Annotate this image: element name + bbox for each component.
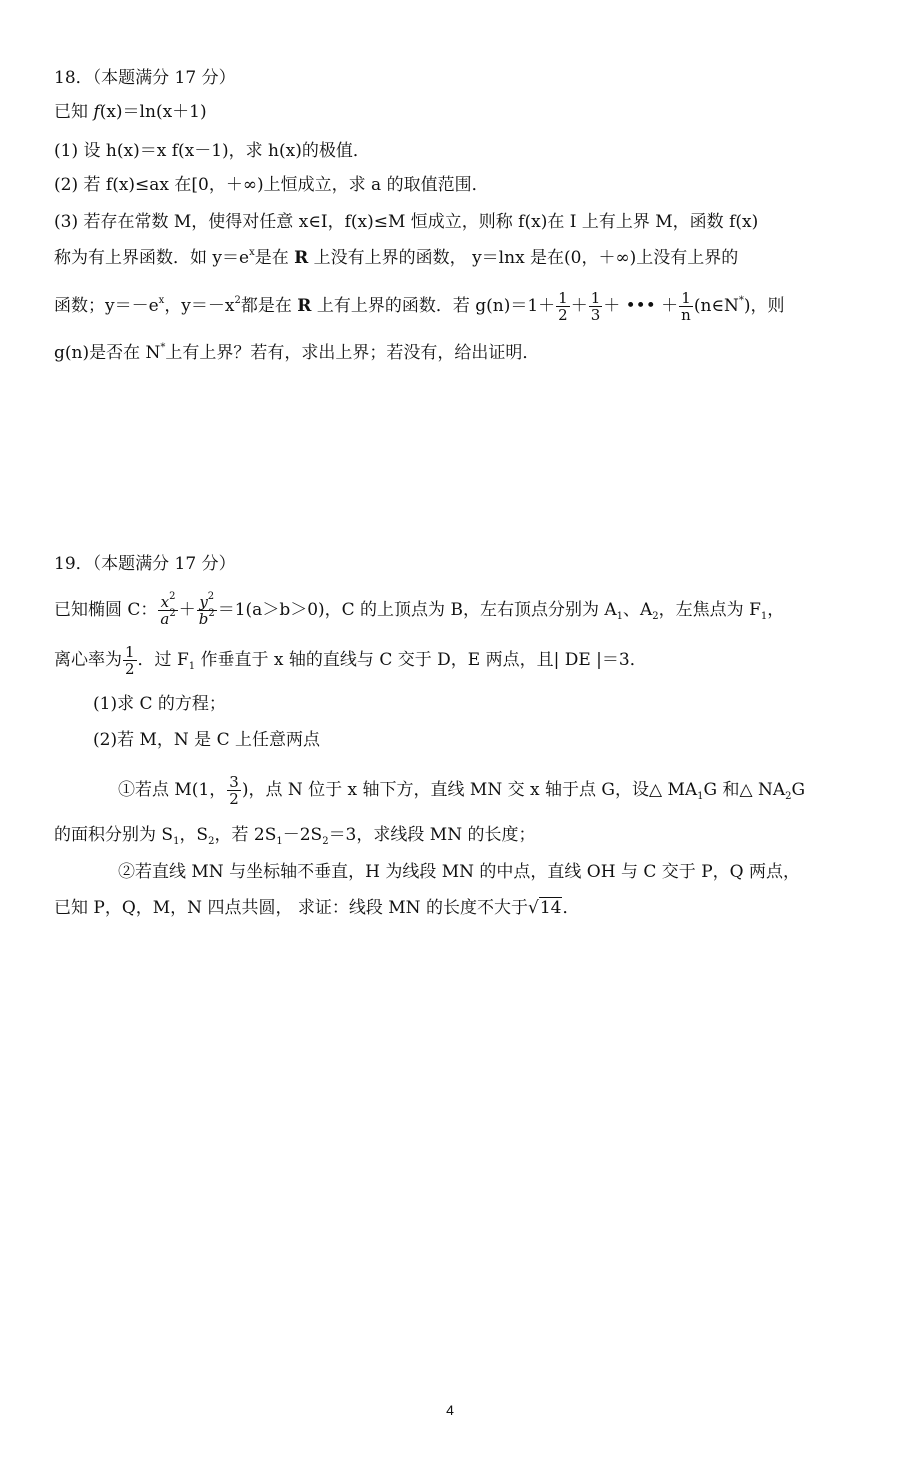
q19-part2: (2)若 M，N 是 C 上任意两点 xyxy=(93,730,320,750)
q18-part1: (1) 设 h(x)＝x f(x－1)，求 h(x)的极值． xyxy=(54,141,370,161)
fraction-one-third: $\frac{1}{3}$ xyxy=(590,289,601,324)
fraction-one-half: $\frac{1}{2}$ xyxy=(558,289,568,324)
sqrt-symbol: √ xyxy=(527,898,539,918)
q18-header: 18．（本题满分 17 分） xyxy=(54,68,236,88)
q19-case2-line2: 已知 P，Q，M，N 四点共圆， 求证：线段 MN 的长度不大于√14． xyxy=(54,898,580,918)
fraction-one-over-n: $\frac{1}{n}$ xyxy=(681,289,691,324)
q19-case1-line1: ①若点 M(1， $\frac{3}{2}$ )，点 N 位于 x 轴下方，直线 MN 交 x 轴于点 G，设△ $MA_1G$ 和△ $NA_2G$ xyxy=(118,773,806,808)
q19-part1: (1)求 C 的方程； xyxy=(93,694,226,714)
fraction-three-halves: $\frac{3}{2}$ xyxy=(229,773,239,808)
fraction-y2-b2: $\frac{y^2}{b^2}$ xyxy=(198,591,215,628)
q18-part2: (2) 若 f(x)≤ax 在[0，＋∞)上恒成立，求 a 的取值范围． xyxy=(54,175,489,195)
page-number: 4 xyxy=(446,1402,454,1418)
q18-given: 已知 f(x)＝ln(x＋1) xyxy=(54,102,207,122)
q19-given-line2: 离心率为 $\frac{1}{2}$ ．过 $F_1$ 作垂直于 x 轴的直线与 C 交于 D，E 两点，且| DE |＝3． xyxy=(54,643,647,678)
fraction-eccentricity: $\frac{1}{2}$ xyxy=(125,643,135,678)
q19-given-line1: 已知椭圆 C： $\frac{x^2}{a^2}$ ＋ $\frac{y^2}{b^2}$ ＝1(a＞b＞0)，C 的上顶点为 B，左右顶点分别为 $A_1$、$A_2$，左焦点为 $F_1$， xyxy=(54,591,785,628)
q18-part3-line1: (3) 若存在常数 M，使得对任意 x∈I，f(x)≤M 恒成立，则称 f(x)在 I 上有上界 M，函数 f(x) xyxy=(54,212,759,232)
q18-part3-line4: g(n)是否在 N*上有上界？若有，求出上界；若没有，给出证明． xyxy=(54,342,540,363)
fraction-x2-a2: $\frac{x^2}{a^2}$ xyxy=(160,591,176,628)
q19-case1-line2: 的面积分别为 $S_1$，$S_2$，若 $2S_1-2S_2=3$，求线段 MN 的长度； xyxy=(54,825,536,847)
sqrt-14: 14 xyxy=(539,898,562,918)
q18-part3-line2: 称为有上界函数．如 $y=e^x$是在 R 上没有上界的函数， y＝lnx 是在(0，＋∞)上没有上界的 xyxy=(54,247,739,268)
q19-header: 19．（本题满分 17 分） xyxy=(54,554,236,574)
q19-case2-line1: ②若直线 MN 与坐标轴不垂直，H 为线段 MN 的中点，直线 OH 与 C 交于 P，Q 两点， xyxy=(118,862,800,882)
q18-part3-line3: 函数；$y=-e^x$，$y=-x^2$都是在 R 上有上界的函数．若 g(n)＝1＋ $\frac{1}{2}$ ＋ $\frac{1}{3}$ ＋ ••• ＋ $\frac{1}{n}$ (n∈N*)，则 xyxy=(54,289,785,324)
